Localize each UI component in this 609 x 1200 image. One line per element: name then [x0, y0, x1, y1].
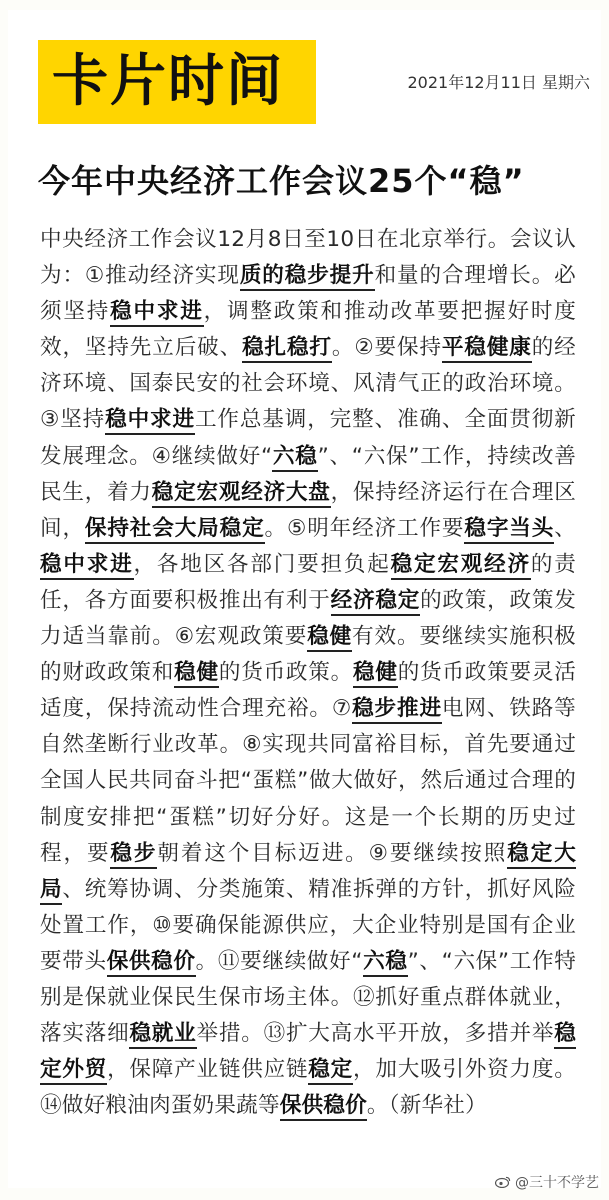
keyword-highlight: 稳步 [110, 841, 157, 869]
keyword-highlight: 保供稳价 [280, 1093, 367, 1121]
keyword-highlight: 稳中求进 [105, 407, 195, 435]
watermark [495, 1172, 599, 1192]
keyword-highlight: 稳定大局 [40, 841, 576, 905]
body-text-segment: ”、“六保”工作特别是保就业保民生保市场主体。⑫抓好重点群体就业，落实落细 [40, 948, 576, 1047]
article-title: 今年中央经济工作会议25个“稳” [38, 162, 525, 200]
keyword-highlight: 保持社会大局稳定 [85, 516, 265, 544]
body-text-segment: 举措。⑬扩大高水平开放，多措并举 [196, 1021, 555, 1047]
weibo-icon [495, 1176, 511, 1188]
body-text-segment: ，保持经济运行在合理区间， [40, 479, 576, 541]
watermark-text: @三十不学艺 [515, 1175, 599, 1191]
body-text-segment: 的货币政策。 [218, 660, 353, 686]
body-text-segment: ，各地区各部门要担负起 [133, 551, 391, 577]
body-text-segment: 有效。要继续实施积极的财政政策和 [40, 624, 576, 686]
keyword-highlight: 稳定宏观经济 [391, 552, 531, 580]
keyword-highlight: 稳扎稳打 [242, 335, 332, 363]
column-badge [38, 40, 316, 124]
keyword-highlight: 稳就业 [129, 1021, 196, 1049]
keyword-highlight: 稳步推进 [352, 696, 442, 724]
card-header [30, 32, 590, 132]
keyword-highlight: 稳字当头 [464, 516, 554, 544]
publish-date: 2021年12月11日 星期六 [407, 73, 590, 92]
column-name: 卡片时间 [52, 49, 284, 114]
keyword-highlight: 稳定 [308, 1057, 353, 1085]
keyword-highlight: 平稳健康 [442, 335, 532, 363]
body-text-segment: ，加大吸引外资力度。⑭做好粮油肉蛋奶果蔬等 [40, 1057, 576, 1119]
body-text-segment: 工作总基调，完整、准确、全面贯彻新发展理念。④继续做好“ [40, 407, 576, 469]
keyword-highlight: 质的稳步提升 [240, 263, 375, 291]
keyword-highlight: 稳定宏观经济大盘 [152, 480, 331, 508]
keyword-highlight: 稳健 [307, 624, 352, 652]
keyword-highlight: 保供稳价 [107, 949, 196, 977]
body-text-segment: 的货币政策要灵活适度，保持流动性合理充裕。⑦ [40, 660, 577, 722]
keyword-highlight: 经济稳定 [331, 588, 420, 616]
body-text-segment: 和量的合理增长。必须坚持 [40, 263, 576, 325]
body-text-segment: 。（新华社） [366, 1093, 487, 1119]
keyword-highlight: 六稳 [272, 444, 317, 472]
keyword-highlight: 六稳 [363, 949, 408, 977]
body-text-segment: 的责任，各方面要积极推出有利于 [40, 551, 576, 613]
keyword-highlight: 稳健 [174, 660, 219, 688]
body-text-segment: 的政策，政策发力适当靠前。⑥宏观政策要 [40, 587, 576, 650]
body-text-segment: 、统筹协调、分类施策、精准拆弹的方针，抓好风险处置工作，⑩要确保能源供应，大企业特别是国有企业要带头 [40, 876, 576, 974]
article-body [40, 222, 576, 1124]
body-text-segment: 电网、铁路等自然垄断行业改革。⑧实现共同富裕目标，首先要通过全国人民共同奋斗把“蛋糕”做大做好，然后通过合理的制度安排把“蛋糕”切好分好。这是一个长期的历史过程，要 [40, 696, 576, 866]
body-text-segment: 的经济环境、国泰民安的社会环境、风清气正的政治环境。③坚持 [40, 335, 576, 433]
body-text-segment: ，保障产业链供应链 [107, 1057, 309, 1083]
keyword-highlight: 稳健 [353, 660, 398, 688]
body-text-segment: 中央经济工作会议12月8日至10日在北京举行。会议认为：①推动经济实现 [40, 227, 576, 289]
body-text-segment: 朝着这个目标迈进。⑨要继续按照 [157, 840, 508, 866]
keyword-highlight: 稳定外贸 [40, 1021, 576, 1085]
keyword-highlight: 稳中求进 [40, 552, 134, 580]
body-text-segment: 。⑤明年经济工作要 [264, 515, 465, 541]
body-text-segment: 。⑪要继续做好“ [195, 948, 363, 974]
keyword-highlight: 稳中求进 [110, 299, 204, 327]
body-text-segment: ”、“六保”工作，持续改善民生，着力 [40, 443, 576, 505]
body-text-segment: 、 [554, 515, 576, 541]
body-text-segment: 。②要保持 [331, 335, 442, 361]
body-text-segment: ，调整政策和推动改革要把握好时度效，坚持先立后破、 [40, 299, 576, 361]
